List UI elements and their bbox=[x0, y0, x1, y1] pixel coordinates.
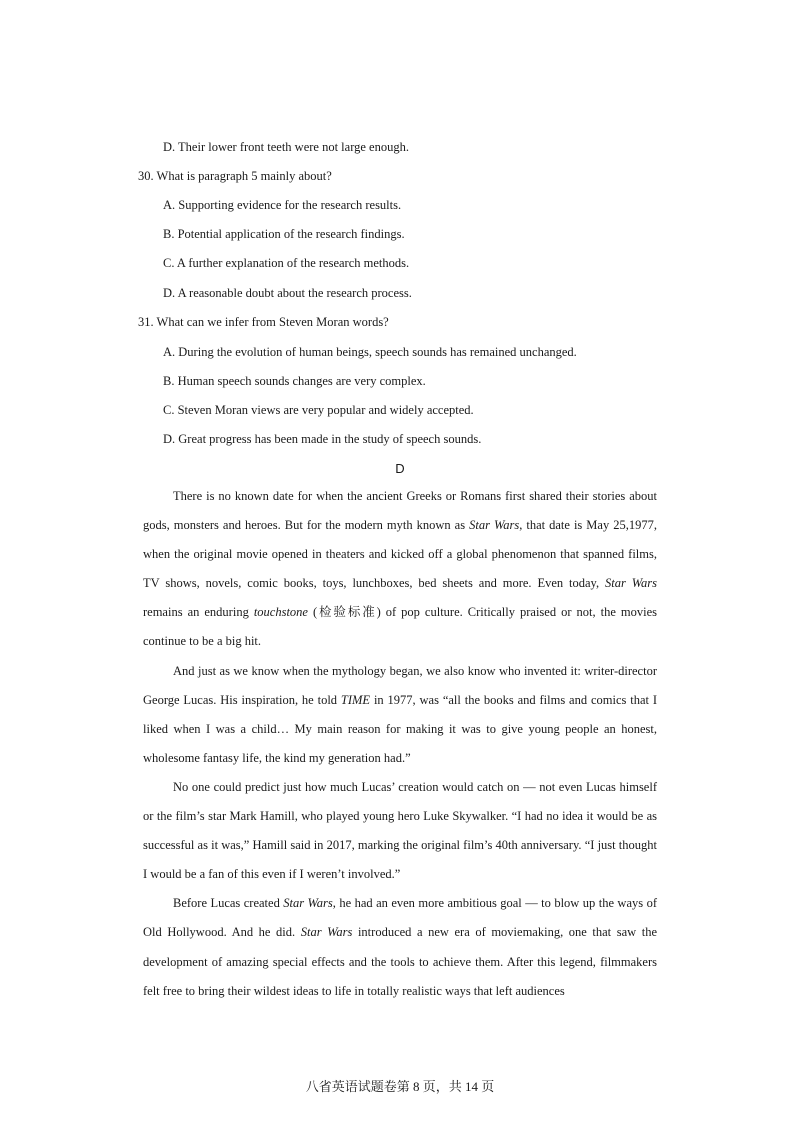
passage-text: Before Lucas created bbox=[173, 896, 284, 911]
passage-text: remains an enduring bbox=[143, 605, 254, 620]
q31-option-b: B. Human speech sounds changes are very complex. bbox=[163, 374, 426, 388]
title-italic: Star Wars bbox=[300, 925, 353, 940]
q30-option-b: B. Potential application of the research findings. bbox=[163, 227, 405, 241]
title-italic: Star Wars bbox=[605, 576, 657, 591]
passage-text: , he had an even more ambitious goal — to blow up the ways of Old Hollywood. And he did. bbox=[143, 896, 657, 940]
passage-text: (检验标准) of pop culture. Critically praised or not, the movies continue to be a big hit. bbox=[143, 605, 657, 649]
passage-paragraph-4 bbox=[143, 889, 657, 1005]
passage-text: No one could predict just how much Lucas’ creation would catch on — not even Lucas himself or the film’s star Mark Hamill, who played young hero Luke Skywalker. “I had no idea it would be as successful as it was,” Hamill said in 2017, marking the original film’s 40th anniversary. “I just thought I would be a fan of this even if I weren’t involved.” bbox=[143, 779, 657, 882]
q31-option-a: A. During the evolution of human beings, speech sounds has remained unchanged. bbox=[163, 345, 577, 359]
q31-stem: 31. What can we infer from Steven Moran words? bbox=[138, 315, 389, 329]
q30-option-c: C. A further explanation of the research methods. bbox=[163, 256, 410, 270]
passage-text: And just as we know when the mythology began, we also know who invented it: writer-director George Lucas. His inspiration, he told bbox=[143, 663, 657, 707]
title-italic: Star Wars bbox=[469, 518, 520, 533]
title-italic: TIME bbox=[340, 692, 371, 707]
passage-paragraph-1 bbox=[143, 482, 657, 657]
term-italic: touchstone bbox=[253, 605, 308, 620]
q29-option-d: D. Their lower front teeth were not large enough. bbox=[163, 140, 409, 154]
section-label: D bbox=[395, 461, 405, 476]
title-italic: Star Wars bbox=[283, 896, 333, 911]
q31-option-c: C. Steven Moran views are very popular and widely accepted. bbox=[163, 403, 474, 417]
passage-text: introduced a new era of moviemaking, one that saw the development of amazing special effects and the tools to achieve them. After this legend, filmmakers felt free to bring their wildest ideas to life in totally realistic ways that left audiences bbox=[143, 925, 657, 998]
passage bbox=[143, 482, 657, 1006]
q31-option-d: D. Great progress has been made in the study of speech sounds. bbox=[163, 432, 482, 446]
q30-option-d: D. A reasonable doubt about the research process. bbox=[163, 286, 412, 300]
passage-paragraph-3 bbox=[143, 773, 657, 889]
passage-text: in 1977, was “all the books and films and comics that I liked when I was a child… My main reason for making it was to give young people an honest, wholesome fantasy life, the kind my generation had.” bbox=[143, 692, 657, 765]
passage-text: There is no known date for when the ancient Greeks or Romans first shared their stories about gods, monsters and heroes. But for the modern myth known as bbox=[143, 489, 657, 533]
page-footer: 八省英语试题卷第 8 页，共 14 页 bbox=[305, 1079, 495, 1094]
q30-stem: 30. What is paragraph 5 mainly about? bbox=[138, 169, 332, 183]
passage-paragraph-2 bbox=[143, 657, 657, 773]
q30-option-a: A. Supporting evidence for the research results. bbox=[163, 198, 402, 212]
passage-text: , that date is May 25,1977, when the original movie opened in theaters and kicked off a global phenomenon that spanned films, TV shows, novels, comic books, toys, lunchboxes, bed sheets and more. Even today, bbox=[143, 518, 657, 591]
